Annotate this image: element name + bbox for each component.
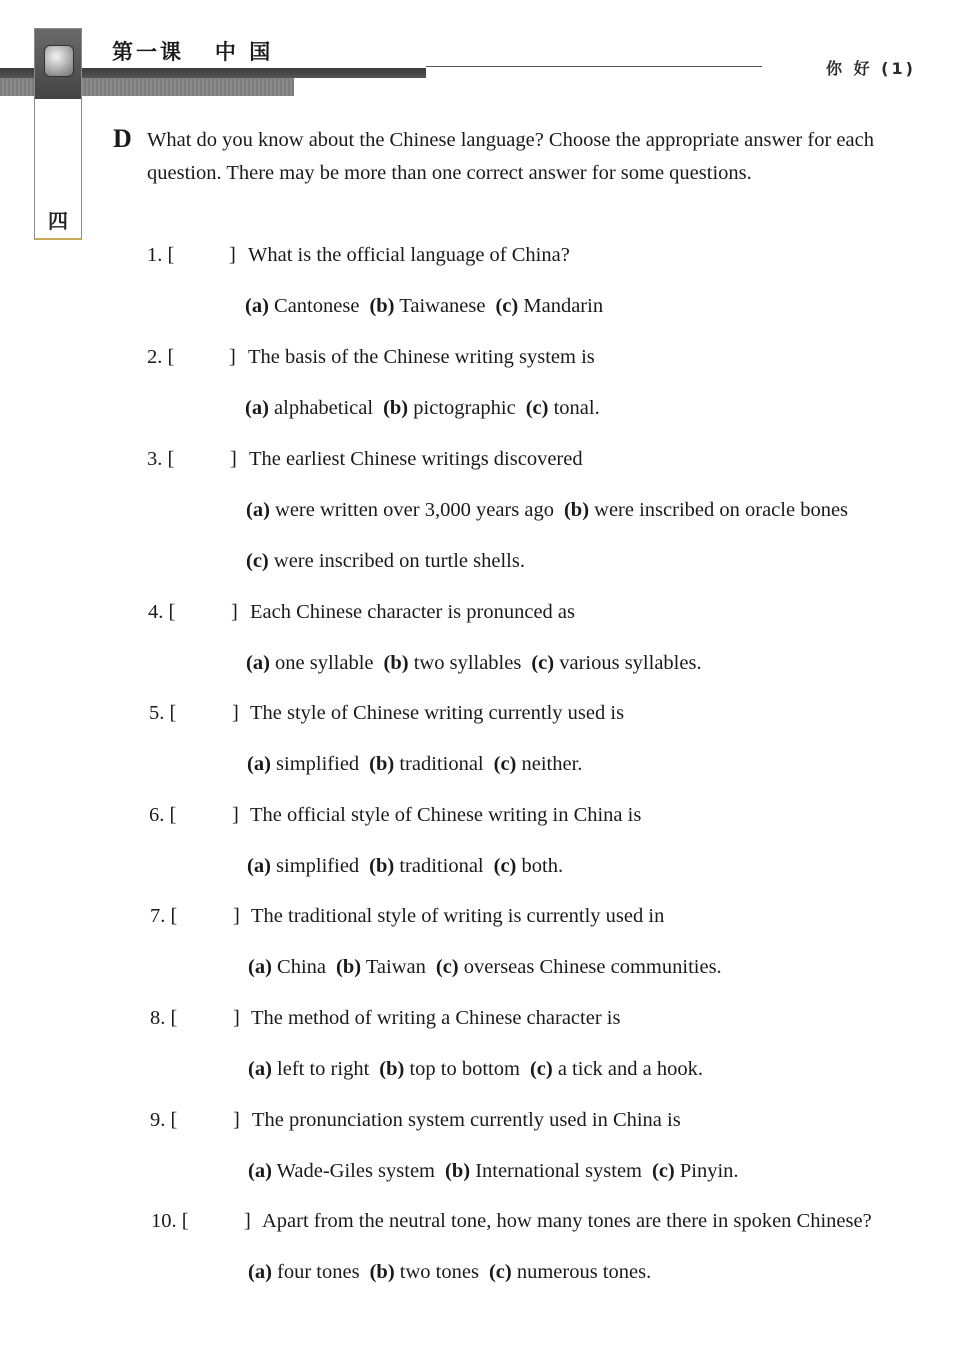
answer-option — [652, 1160, 739, 1182]
option-label: (b) — [445, 1160, 471, 1182]
option-text: tonal. — [553, 397, 600, 419]
option-label: (b) — [383, 652, 409, 674]
option-label: (c) — [525, 397, 549, 419]
option-label: (a) — [247, 855, 271, 877]
option-label: (c) — [435, 956, 459, 978]
answer-option — [494, 855, 563, 877]
option-label: (c) — [488, 1261, 512, 1283]
answer-option — [336, 956, 426, 978]
option-text: four tones — [277, 1261, 360, 1283]
answer-option — [245, 397, 373, 419]
answer-option — [248, 1261, 360, 1283]
answer-bracket-close: ] — [233, 1007, 240, 1029]
answer-option — [248, 1058, 369, 1080]
answer-option — [494, 753, 583, 775]
side-tab-number: 四 — [48, 209, 68, 233]
option-text: traditional — [399, 855, 484, 877]
question-text: The method of writing a Chinese character is — [251, 1007, 621, 1029]
option-line — [245, 293, 613, 319]
question-text: The earliest Chinese writings discovered — [249, 448, 583, 470]
option-label: (b) — [369, 295, 395, 317]
answer-option — [370, 1261, 479, 1283]
option-text: left to right — [277, 1058, 370, 1080]
answer-option — [247, 753, 359, 775]
question-text: The traditional style of writing is currently used in — [251, 905, 665, 927]
answer-option — [369, 295, 485, 317]
question-number: 2. [ — [147, 346, 175, 368]
option-line — [248, 1056, 713, 1082]
option-label: (a) — [245, 397, 269, 419]
option-label: (a) — [248, 1160, 272, 1182]
question-text: The style of Chinese writing currently used is — [250, 702, 625, 724]
option-text: Wade-Giles system — [276, 1160, 435, 1182]
option-label: (c) — [529, 1058, 553, 1080]
header-rule — [426, 66, 762, 67]
answer-option — [489, 1261, 651, 1283]
option-line — [247, 751, 592, 777]
option-text: Taiwanese — [399, 295, 486, 317]
question-text: Apart from the neutral tone, how many tones are there in spoken Chinese? — [262, 1210, 872, 1232]
answer-option — [526, 397, 600, 419]
option-line — [248, 1158, 749, 1184]
option-line — [247, 853, 573, 879]
answer-option — [246, 652, 374, 674]
option-label: (b) — [369, 753, 395, 775]
option-text: numerous tones. — [516, 1261, 652, 1283]
question-number: 6. [ — [149, 804, 177, 826]
answer-bracket-close: ] — [229, 346, 236, 368]
option-text: were inscribed on oracle bones — [594, 499, 849, 521]
lesson-title: 第一课 中 国 — [112, 40, 274, 64]
option-text: a tick and a hook. — [557, 1058, 703, 1080]
question-text: The official style of Chinese writing in China is — [250, 804, 642, 826]
option-label: (c) — [531, 652, 555, 674]
option-text: overseas Chinese communities. — [463, 956, 722, 978]
question-number: 8. [ — [150, 1007, 178, 1029]
option-label: (a) — [248, 1261, 272, 1283]
option-text: pictographic — [413, 397, 516, 419]
option-text: Cantonese — [274, 295, 360, 317]
answer-option — [531, 652, 701, 674]
question-text: The pronunciation system currently used in China is — [252, 1109, 681, 1131]
option-label: (b) — [369, 855, 395, 877]
option-text: simplified — [276, 753, 360, 775]
option-label: (c) — [493, 753, 517, 775]
option-line — [245, 395, 610, 421]
answer-bracket-close: ] — [230, 448, 237, 470]
option-label: (b) — [379, 1058, 405, 1080]
answer-bracket-close: ] — [229, 244, 236, 266]
answer-bracket-close: ] — [233, 905, 240, 927]
option-label: (a) — [246, 652, 270, 674]
answer-option — [247, 855, 359, 877]
answer-bracket-close: ] — [232, 702, 239, 724]
answer-option — [383, 397, 516, 419]
option-label: (a) — [248, 1058, 272, 1080]
option-line — [248, 954, 732, 980]
answer-bracket-close: ] — [233, 1109, 240, 1131]
option-label: (c) — [246, 550, 269, 572]
option-label: (a) — [247, 753, 271, 775]
question-number: 10. [ — [151, 1210, 189, 1232]
option-text: neither. — [521, 753, 583, 775]
side-tab-top — [35, 29, 81, 99]
option-text: two tones — [399, 1261, 479, 1283]
question-number: 1. [ — [147, 244, 175, 266]
option-label: (a) — [245, 295, 269, 317]
option-line — [248, 1259, 661, 1285]
option-label: (a) — [248, 956, 272, 978]
answer-option — [248, 1160, 435, 1182]
option-text: Taiwan — [365, 956, 426, 978]
option-text: Pinyin. — [679, 1160, 739, 1182]
option-line — [246, 497, 858, 523]
side-tab — [34, 28, 82, 240]
answer-option — [495, 295, 603, 317]
question-number: 5. [ — [149, 702, 177, 724]
answer-option — [564, 499, 848, 521]
option-text: traditional — [399, 753, 484, 775]
answer-option — [246, 550, 525, 572]
question-number: 7. [ — [150, 905, 178, 927]
answer-option — [445, 1160, 642, 1182]
question-text: Each Chinese character is pronunced as — [250, 601, 576, 623]
option-text: one syllable — [275, 652, 374, 674]
option-line — [246, 548, 535, 574]
answer-bracket-close: ] — [232, 804, 239, 826]
answer-option — [436, 956, 722, 978]
answer-option — [530, 1058, 703, 1080]
question-number: 3. [ — [147, 448, 175, 470]
answer-option — [369, 753, 483, 775]
option-label: (b) — [336, 956, 362, 978]
answer-option — [248, 956, 326, 978]
option-label: (c) — [493, 855, 517, 877]
option-label: (c) — [495, 295, 519, 317]
option-text: both. — [521, 855, 564, 877]
option-text: two syllables — [413, 652, 522, 674]
option-line — [246, 650, 712, 676]
option-text: various syllables. — [559, 652, 702, 674]
option-text: alphabetical — [274, 397, 374, 419]
answer-bracket-close: ] — [244, 1210, 251, 1232]
side-tab-knob-icon — [44, 45, 74, 77]
option-label: (b) — [383, 397, 409, 419]
option-text: were written over 3,000 years ago — [275, 499, 554, 521]
option-label: (b) — [369, 1261, 395, 1283]
option-text: simplified — [276, 855, 360, 877]
book-title: 你 好 (1) — [826, 59, 916, 78]
option-text: China — [277, 956, 326, 978]
answer-option — [379, 1058, 520, 1080]
option-label: (b) — [563, 499, 590, 521]
option-label: (a) — [246, 499, 270, 521]
answer-option — [245, 295, 359, 317]
question-text: The basis of the Chinese writing system is — [248, 346, 595, 368]
answer-bracket-close: ] — [231, 601, 238, 623]
option-text: Mandarin — [523, 295, 604, 317]
answer-option — [246, 499, 554, 521]
question-text: What is the official language of China? — [248, 244, 570, 266]
option-text: International system — [475, 1160, 642, 1182]
option-text: were inscribed on turtle shells. — [273, 550, 525, 572]
section-letter: D — [113, 124, 132, 153]
section-instructions: What do you know about the Chinese language? Choose the appropriate answer for each question. There may be more than one correct answer for some questions. — [147, 129, 874, 184]
question-number: 4. [ — [148, 601, 176, 623]
option-label: (c) — [652, 1160, 675, 1182]
question-number: 9. [ — [150, 1109, 178, 1131]
option-text: top to bottom — [409, 1058, 520, 1080]
answer-option — [369, 855, 483, 877]
answer-option — [384, 652, 522, 674]
